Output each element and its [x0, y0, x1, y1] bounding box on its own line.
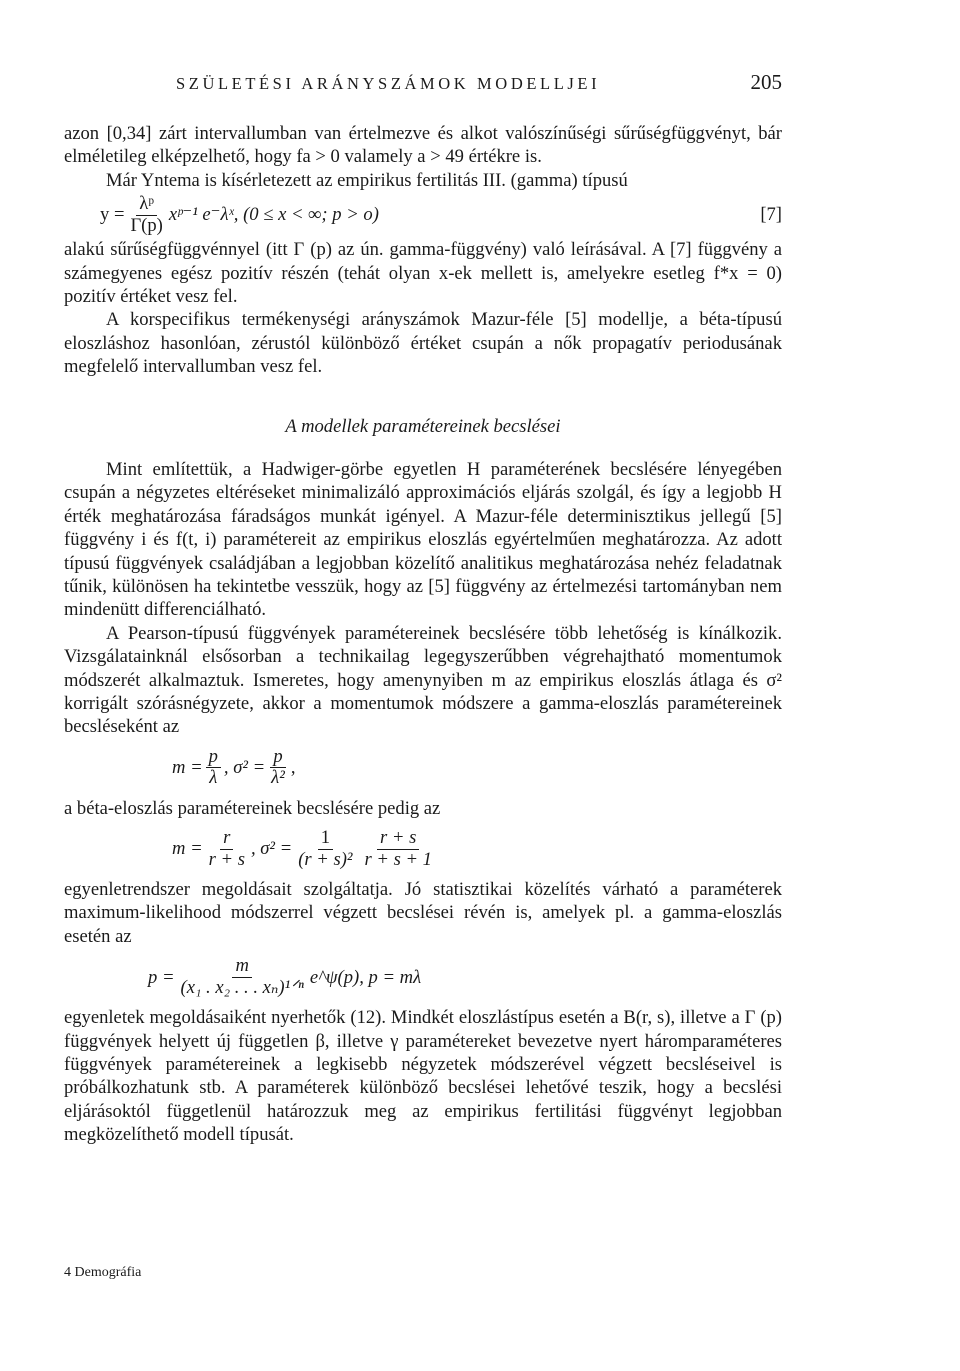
ml-denominator: (x₁ . x₂ . . . xₙ)¹ᐟⁿ: [180, 976, 304, 998]
mom-gamma-num2: p: [270, 747, 285, 768]
running-title: SZÜLETÉSI ARÁNYSZÁMOK MODELLJEI: [176, 74, 601, 93]
footer-signature: 4 Demográfia: [64, 1265, 142, 1280]
mom-beta-frac2: [295, 828, 355, 870]
mom-beta-den1: r + s: [208, 848, 245, 870]
mom-gamma-frac1: [206, 747, 221, 789]
paragraph-1: azon [0,34] zárt intervallumban van értelmezve és alkot valószínűségi sűrűségfüggvényt, bár elméletileg elképzelhető, hogy fa > 0 valamely a > 49 értékre is.: [64, 123, 782, 168]
section-heading: A modellek paramétereinek becslései: [285, 415, 561, 437]
mom-beta-num2: 1: [318, 828, 333, 849]
eq7-fraction: [127, 194, 165, 236]
equation-7: [100, 194, 782, 236]
mom-gamma-end: ,: [290, 757, 296, 779]
mom-beta-sigma: , σ² =: [250, 838, 293, 860]
mom-gamma-frac2: [268, 747, 288, 789]
paragraph-4: A korspecifikus termékenységi arányszámok Mazur-féle [5] modellje, a béta-típusú eloszláshoz hasonlóan, zérustól különböző értéket csupán a nők propagatív periodusának megfelelő intervallumban vesz fel.: [64, 309, 782, 378]
ml-numerator: m: [232, 956, 251, 977]
page-header: [176, 70, 782, 95]
mom-beta-frac3: [361, 828, 434, 870]
mom-gamma-sigma: , σ² =: [223, 757, 266, 779]
paragraph-3: alakú sűrűségfüggvénnyel (itt Γ (p) az ún. gamma-függvény) való leírásával. A [7] függvény a számegyenes egész pozitív részén (tehát olyan x-ek mellett is, amelyekre esetleg f*x = 0) pozitív értéket vesz fel.: [64, 239, 782, 307]
ml-fraction: [178, 956, 307, 998]
mom-beta-num3: r + s: [377, 828, 419, 849]
paragraph-2: Már Yntema is kísérletezett az empirikus fertilitás III. (gamma) típusú: [106, 169, 628, 191]
mom-beta-den3: r + s + 1: [364, 848, 432, 870]
mom-gamma-den2: λ²: [271, 767, 285, 789]
body-text: [64, 122, 782, 1147]
mom-gamma-den1: λ: [209, 767, 218, 789]
mom-beta-den2: (r + s)²: [298, 848, 353, 870]
paragraph-7: a béta-eloszlás paramétereinek becslésére pedig az: [64, 797, 441, 819]
mom-beta-frac1: [206, 828, 248, 870]
ml-rest: e^ψ(p), p = mλ: [309, 966, 422, 988]
mom-gamma-num1: p: [206, 747, 221, 768]
eq7-lhs: y =: [100, 204, 125, 226]
equation-moments-beta: [172, 828, 782, 870]
page-number: 205: [750, 70, 782, 94]
mom-gamma-m: m =: [172, 757, 203, 779]
ml-p: p =: [148, 966, 175, 988]
paragraph-5: Mint említettük, a Hadwiger-görbe egyetlen H paraméterének becslésére lényegében csupán a négyzetes eltéréseket minimalizáló approximációs eljárás szolgál, és így a legjobb H érték meghatározása fáradságos munkát igényel. A Mazur-féle determinisztikus jellegű [5] függvény i és f(t, i) paramétereit az empirikus eloszlás egyértelműen meghatározza. Az adott típusú függvények családjában a legjobban közelítő analitikus meghatározása nehéz feladatnak tűnik, különösen ha tekintetbe vesszük, hogy az [5] függvény az értelmezési tartományban nem mindenütt differenciálható.: [64, 458, 782, 621]
eq7-label: [7]: [760, 204, 782, 226]
mom-beta-m: m =: [172, 838, 203, 860]
paragraph-8: egyenletrendszer megoldásait szolgáltatja. Jó statisztikai közelítés várható a paraméterek maximum-likelihood módszerrel végzett becslései révén is, amelyek pl. a gamma-eloszlás esetén az: [64, 879, 782, 947]
mom-beta-num1: r: [220, 828, 233, 849]
paragraph-6: A Pearson-típusú függvények paramétereinek becslésére több lehetőség is kínálkozik. Vizsgálatainknál elsősorban a technikailag legegyszerűbben végrehajtható momentumok módszerét alkalmaztuk. Ismeretes, hogy amenynyiben m az empirikus eloszlás átlaga és σ² korrigált szórásnégyzete, akkor a momentumok módszere a gamma-eloszlás paramétereinek becsléseként az: [64, 622, 782, 738]
equation-ml: [148, 956, 782, 998]
paragraph-9: egyenletek megoldásaiként nyerhetők (12). Mindkét eloszlástípus esetén a B(r, s), illetve a Γ (p) függvények helyett új független β, illetve γ paramétereket bevezetve nyert háromparaméteres függvények paramétereinek a legkisebb négyzetek módszerével végzett becsléseivel is próbálkozhatunk stb. A paraméterek különböző becslései lehetővé teszik, hogy a becslési eljárásoktól függetlenül határozzuk meg az empirikus fertilitási függvényt legjobban megközelíthető modell típusát.: [64, 1007, 782, 1146]
eq7-denominator: Γ(p): [130, 214, 163, 236]
eq7-rest: xᵖ⁻¹ e⁻λˣ, (0 ≤ x < ∞; p > o): [168, 204, 379, 226]
eq7-numerator: λᵖ: [136, 194, 157, 215]
equation-moments-gamma: [172, 747, 782, 789]
